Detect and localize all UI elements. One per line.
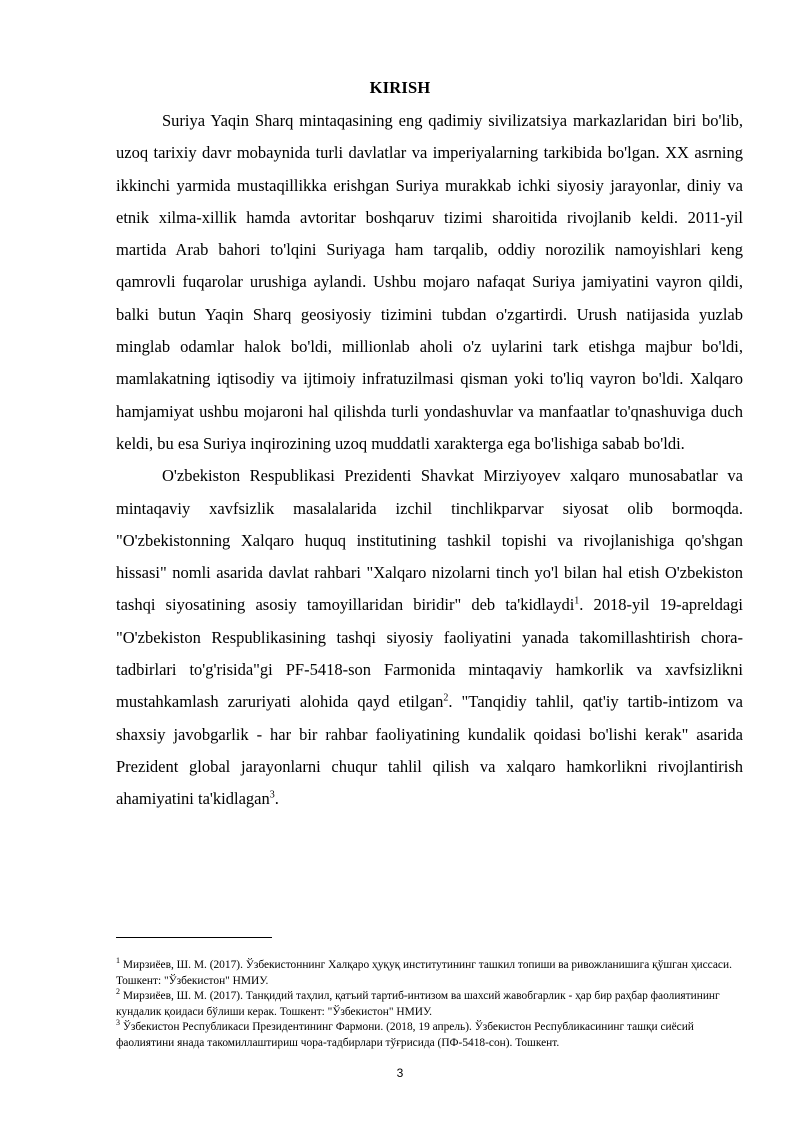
page-title: KIRISH — [369, 78, 431, 97]
footnote-reference[interactable]: 1 — [574, 595, 580, 607]
paragraph-text: . — [274, 789, 279, 809]
footnote-separator — [116, 937, 272, 938]
footnote-text: Ўзбекистон Республикаси Президентининг Фармони. (2018, 19 апрель). Ўзбекистон Республикасининг ташқи сиёсий фаолиятини янада такомиллаштириш чора-тадбирлари тўғрисида (ПФ-5418-сон). Тошкент. — [116, 1021, 694, 1049]
footnote-marker: 2 — [116, 987, 120, 997]
paragraph-text: . 2018-yil 19-apreldagi "O'zbekiston Respublikasining tashqi siyosiy faoliyatini yanada takomillashtirish chora-tadbirlari to'g'risida"gi PF-5418-son Farmonida mintaqaviy hamkorlik va xavfsizlikni mustahkamlash zaruriyati alohida qayd etilgan — [116, 595, 743, 712]
footnote — [116, 1020, 743, 1051]
footnote-text: Мирзиёев, Ш. М. (2017). Танқидий таҳлил, қатъий тартиб-интизом ва шахсий жавобгарлик - ҳар бир раҳбар фаолиятининг кундалик қоидаси бўлиши керак. Тошкент: "Ўзбекистон" НМИУ. — [116, 990, 720, 1018]
footnote-marker: 3 — [116, 1018, 120, 1028]
paragraph-text: Suriya Yaqin Sharq mintaqasining eng qadimiy sivilizatsiya markazlaridan biri bo'lib, uzoq tarixiy davr mobaynida turli davlatlar va imperiyalarning tarkibida bo'lgan. XX asrning ikkinchi yarmida mustaqillikka erishgan Suriya murakkab ichki siyosiy jarayonlar, diniy va etnik xilma-xillik hamda avtoritar boshqaruv tizimi sharoitida rivojlanib keldi. 2011-yil martida Arab bahori to'lqini Suriyaga ham tarqalib, oddiy norozilik namoyishlari keng qamrovli fuqarolar urushiga aylandi. Ushbu mojaro nafaqat Suriya jamiyatini vayron qildi, balki butun Yaqin Sharq geosiyosiy tizimini tubdan o'zgartirdi. Urush natijasida yuzlab minglab odamlar halok bo'ldi, millionlab aholi o'z uylarini tark etishga majbur bo'ldi, mamlakatning iqtisodiy va ijtimoiy infratuzilmasi qisman yoki to'liq vayron bo'ldi. Xalqaro hamjamiyat ushbu mojaroni hal qilishda turli yondashuvlar va manfaatlar to'qnashuviga duch keldi, bu esa Suriya inqirozining uzoq muddatli xarakterga ega bo'lishiga sabab bo'ldi. — [116, 111, 743, 453]
footnote-reference[interactable]: 3 — [269, 789, 275, 801]
footnote-reference[interactable]: 2 — [443, 692, 449, 704]
paragraph-text: O'zbekiston Respublikasi Prezidenti Shavkat Mirziyoyev xalqaro munosabatlar va mintaqaviy xavfsizlik masalalarida izchil tinchlikparvar siyosat olib bormoqda. "O'zbekistonning Xalqaro huquq institutining tashkil topishi va rivojlanishiga qo'shgan hissasi" nomli asarida davlat rahbari "Xalqaro nizolarni tinch yo'l bilan hal etish O'zbekiston tashqi siyosatining asosiy tamoyillaridan biridir" deb ta'kidlaydi — [116, 466, 743, 615]
paragraph — [116, 460, 743, 815]
footnotes — [116, 958, 743, 1052]
page-number: 3 — [396, 1066, 404, 1080]
footnote — [116, 989, 743, 1020]
paragraph — [116, 105, 743, 460]
footnote-marker: 1 — [116, 956, 120, 966]
footnote — [116, 958, 743, 989]
footnote-text: Мирзиёев, Ш. М. (2017). Ўзбекистоннинг Халқаро ҳуқуқ институтининг ташкил топиши ва ривожланишига қўшган ҳиссаси. Тошкент: "Ўзбекистон" НМИУ. — [116, 959, 732, 987]
body-text — [116, 105, 743, 816]
paragraph-text: . "Tanqidiy tahlil, qat'iy tartib-intizom va shaxsiy javobgarlik - har bir rahbar faoliyatining kundalik qoidasi bo'lishi kerak" asarida Prezident global jarayonlarni chuqur tahlil qilish va xalqaro hamkorlikni rivojlantirish ahamiyatini ta'kidlagan — [116, 692, 743, 809]
